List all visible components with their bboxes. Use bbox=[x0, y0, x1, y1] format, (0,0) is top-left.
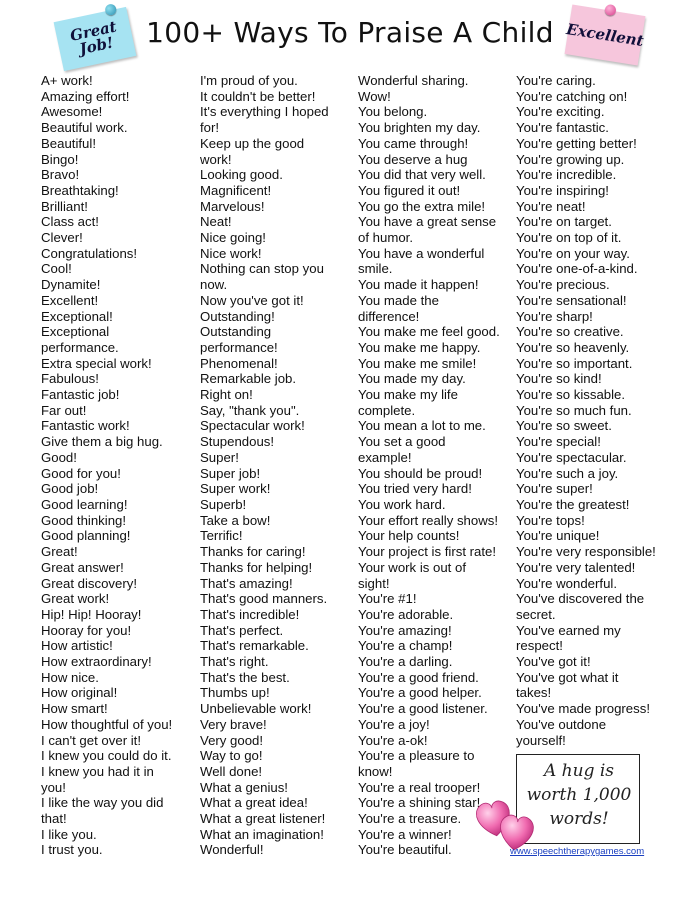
praise-item: It's everything I hoped bbox=[200, 104, 329, 120]
praise-item: What a great idea! bbox=[200, 795, 308, 811]
push-pin-icon bbox=[604, 4, 617, 17]
praise-item: You have a great sense bbox=[358, 214, 497, 230]
praise-item: That's incredible! bbox=[200, 606, 300, 622]
praise-item: Fabulous! bbox=[41, 371, 99, 387]
praise-item: You're a treasure. bbox=[358, 811, 462, 827]
praise-item: Your help counts! bbox=[358, 528, 460, 544]
praise-item: Fantastic work! bbox=[41, 418, 130, 434]
praise-item: You're very responsible! bbox=[516, 544, 656, 560]
praise-item: Neat! bbox=[200, 214, 232, 230]
praise-item: You're a joy! bbox=[358, 716, 430, 732]
praise-item: You mean a lot to me. bbox=[358, 418, 486, 434]
praise-item: You're sensational! bbox=[516, 292, 627, 308]
praise-item: What an imagination! bbox=[200, 826, 324, 842]
praise-item: You made the bbox=[358, 292, 439, 308]
praise-item: I trust you. bbox=[41, 842, 103, 858]
praise-item: Your effort really shows! bbox=[358, 512, 499, 528]
praise-item: You're a good helper. bbox=[358, 685, 482, 701]
hug-quote-line-2: worth 1,000 bbox=[526, 785, 632, 805]
praise-item: performance! bbox=[200, 339, 278, 355]
praise-item: Say, "thank you". bbox=[200, 402, 300, 418]
praise-column-1 bbox=[41, 73, 172, 858]
praise-item: Hooray for you! bbox=[41, 622, 132, 638]
praise-item: You've discovered the bbox=[516, 591, 645, 607]
praise-item: Great! bbox=[41, 544, 78, 560]
praise-item: You made it happen! bbox=[358, 277, 479, 293]
praise-item: Beautiful! bbox=[41, 135, 96, 151]
praise-item: You're so heavenly. bbox=[516, 339, 630, 355]
praise-item: Beautiful work. bbox=[41, 120, 128, 136]
praise-item: Phenomenal! bbox=[200, 355, 278, 371]
praise-item: You work hard. bbox=[358, 496, 446, 512]
praise-item: that! bbox=[41, 811, 67, 827]
praise-item: Right on! bbox=[200, 387, 253, 403]
praise-item: Good planning! bbox=[41, 528, 131, 544]
praise-item: What a genius! bbox=[200, 779, 288, 795]
praise-item: You've outdone bbox=[516, 716, 607, 732]
praise-item: Breathtaking! bbox=[41, 182, 119, 198]
praise-item: You make me happy. bbox=[358, 339, 481, 355]
praise-item: You're on top of it. bbox=[516, 230, 622, 246]
praise-item: You've earned my bbox=[516, 622, 621, 638]
praise-item: You came through! bbox=[358, 135, 469, 151]
praise-item: You're caring. bbox=[516, 73, 596, 88]
praise-item: You're super! bbox=[516, 481, 593, 497]
praise-item: That's amazing! bbox=[200, 575, 293, 591]
praise-item: You brighten my day. bbox=[358, 120, 481, 136]
praise-item: I'm proud of you. bbox=[200, 73, 298, 88]
praise-item: Clever! bbox=[41, 230, 83, 246]
praise-item: You make me smile! bbox=[358, 355, 477, 371]
praise-item: Now you've got it! bbox=[200, 292, 304, 308]
praise-item: You're on your way. bbox=[516, 245, 630, 261]
praise-item: You set a good bbox=[358, 434, 446, 450]
praise-item: Outstanding! bbox=[200, 308, 275, 324]
praise-item: Super! bbox=[200, 449, 239, 465]
praise-item: Super work! bbox=[200, 481, 271, 497]
praise-item: You're fantastic. bbox=[516, 120, 609, 136]
praise-item: You've got it! bbox=[516, 654, 591, 670]
praise-item: You're beautiful. bbox=[358, 842, 452, 858]
praise-item: It couldn't be better! bbox=[200, 88, 316, 104]
praise-item: You're spectacular. bbox=[516, 449, 627, 465]
praise-item: You're adorable. bbox=[358, 606, 454, 622]
praise-item: You're a good friend. bbox=[358, 669, 479, 685]
praise-item: You're neat! bbox=[516, 198, 586, 214]
praise-item: complete. bbox=[358, 402, 416, 418]
praise-item: I like you. bbox=[41, 826, 97, 842]
praise-item: Remarkable job. bbox=[200, 371, 297, 387]
praise-item: of humor. bbox=[358, 230, 413, 246]
praise-item: How artistic! bbox=[41, 638, 113, 654]
praise-item: Thanks for caring! bbox=[200, 544, 306, 560]
praise-item: I knew you could do it. bbox=[41, 748, 172, 764]
praise-item: Extra special work! bbox=[41, 355, 152, 371]
praise-item: You're on target. bbox=[516, 214, 612, 230]
praise-item: You're so creative. bbox=[516, 324, 624, 340]
hearts-icon bbox=[472, 792, 542, 854]
praise-item: you! bbox=[41, 779, 66, 795]
hug-quote-line-3: words! bbox=[549, 809, 609, 829]
praise-item: Stupendous! bbox=[200, 434, 275, 450]
praise-item: Good! bbox=[41, 449, 77, 465]
praise-item: Nothing can stop you bbox=[200, 261, 324, 277]
hug-quote-line-1: A hug is bbox=[543, 761, 615, 781]
praise-item: work! bbox=[200, 151, 232, 167]
praise-item: You're a real trooper! bbox=[358, 779, 481, 795]
praise-item: Outstanding bbox=[200, 324, 272, 340]
praise-item: A+ work! bbox=[41, 73, 93, 88]
praise-item: You're the greatest! bbox=[516, 496, 630, 512]
praise-item: You're so kissable. bbox=[516, 387, 626, 403]
praise-item: Good job! bbox=[41, 481, 99, 497]
praise-item: You're a pleasure to bbox=[358, 748, 475, 764]
praise-item: Fantastic job! bbox=[41, 387, 120, 403]
praise-item: You should be proud! bbox=[358, 465, 483, 481]
praise-item: You're a champ! bbox=[358, 638, 453, 654]
praise-item: Nice going! bbox=[200, 230, 266, 246]
praise-item: You're inspiring! bbox=[516, 182, 609, 198]
praise-item: You made my day. bbox=[358, 371, 466, 387]
praise-item: Excellent! bbox=[41, 292, 99, 308]
praise-item: You're so sweet. bbox=[516, 418, 612, 434]
praise-item: performance. bbox=[41, 339, 119, 355]
page-title: 100+ Ways To Praise A Child bbox=[146, 16, 554, 49]
excellent-note-text: Excellent bbox=[565, 19, 645, 50]
praise-item: You're amazing! bbox=[358, 622, 452, 638]
praise-item: Your project is first rate! bbox=[358, 544, 497, 560]
praise-item: takes! bbox=[516, 685, 552, 701]
praise-item: You're so important. bbox=[516, 355, 633, 371]
praise-item: You're a good listener. bbox=[358, 701, 488, 717]
praise-item: Awesome! bbox=[41, 104, 103, 120]
praise-item: That's perfect. bbox=[200, 622, 284, 638]
praise-item: How nice. bbox=[41, 669, 99, 685]
praise-item: You're such a joy. bbox=[516, 465, 619, 481]
praise-item: You're getting better! bbox=[516, 135, 637, 151]
praise-item: Looking good. bbox=[200, 167, 283, 183]
praise-item: Super job! bbox=[200, 465, 261, 481]
praise-item: Great work! bbox=[41, 591, 110, 607]
praise-item: Bravo! bbox=[41, 167, 80, 183]
praise-item: know! bbox=[358, 763, 393, 779]
praise-item: sight! bbox=[358, 575, 390, 591]
praise-item: How smart! bbox=[41, 701, 108, 717]
praise-item: Keep up the good bbox=[200, 135, 305, 151]
praise-item: Very brave! bbox=[200, 716, 267, 732]
praise-item: Take a bow! bbox=[200, 512, 271, 528]
praise-item: You figured it out! bbox=[358, 182, 461, 198]
praise-item: Nice work! bbox=[200, 245, 262, 261]
praise-item: Brilliant! bbox=[41, 198, 88, 214]
praise-item: You're one-of-a-kind. bbox=[516, 261, 638, 277]
praise-item: Congratulations! bbox=[41, 245, 138, 261]
praise-item: respect! bbox=[516, 638, 563, 654]
praise-item: now. bbox=[200, 277, 228, 293]
praise-item: Bingo! bbox=[41, 151, 79, 167]
praise-item: Good for you! bbox=[41, 465, 121, 481]
praise-item: How extraordinary! bbox=[41, 654, 152, 670]
praise-item: You're incredible. bbox=[516, 167, 617, 183]
praise-column-2 bbox=[200, 73, 329, 858]
praise-item: Terrific! bbox=[200, 528, 243, 544]
praise-item: You did that very well. bbox=[358, 167, 486, 183]
praise-item: Magnificent! bbox=[200, 182, 272, 198]
praise-item: for! bbox=[200, 120, 220, 136]
praise-item: You're sharp! bbox=[516, 308, 593, 324]
praise-item: You've made progress! bbox=[516, 701, 650, 717]
praise-item: Class act! bbox=[41, 214, 99, 230]
praise-item: Far out! bbox=[41, 402, 87, 418]
praise-item: I knew you had it in bbox=[41, 763, 154, 779]
praise-item: Thumbs up! bbox=[200, 685, 270, 701]
praise-item: You're tops! bbox=[516, 512, 585, 528]
praise-item: What a great listener! bbox=[200, 811, 326, 827]
praise-item: You're #1! bbox=[358, 591, 417, 607]
praise-item: Great answer! bbox=[41, 559, 124, 575]
praise-item: smile. bbox=[358, 261, 393, 277]
praise-item: That's good manners. bbox=[200, 591, 328, 607]
praise-column-4 bbox=[516, 73, 656, 748]
praise-item: Marvelous! bbox=[200, 198, 265, 214]
praise-item: How thoughtful of you! bbox=[41, 716, 173, 732]
praise-item: Thanks for helping! bbox=[200, 559, 313, 575]
praise-item: You're wonderful. bbox=[516, 575, 618, 591]
praise-item: You're very talented! bbox=[516, 559, 636, 575]
praise-item: Amazing effort! bbox=[41, 88, 130, 104]
praise-item: Wonderful sharing. bbox=[358, 73, 469, 88]
praise-item: You're special! bbox=[516, 434, 601, 450]
praise-item: You're catching on! bbox=[516, 88, 628, 104]
praise-item: Great discovery! bbox=[41, 575, 138, 591]
praise-item: You have a wonderful bbox=[358, 245, 485, 261]
website-link[interactable]: www.speechtherapygames.com bbox=[510, 846, 645, 857]
praise-item: I like the way you did bbox=[41, 795, 164, 811]
praise-item: yourself! bbox=[516, 732, 566, 748]
praise-item: Wonderful! bbox=[200, 842, 264, 858]
praise-item: That's right. bbox=[200, 654, 269, 670]
praise-item: You go the extra mile! bbox=[358, 198, 486, 214]
praise-item: You deserve a hug bbox=[358, 151, 468, 167]
praise-item: You're growing up. bbox=[516, 151, 625, 167]
praise-item: I can't get over it! bbox=[41, 732, 142, 748]
praise-item: secret. bbox=[516, 606, 556, 622]
praise-item: Good thinking! bbox=[41, 512, 127, 528]
praise-item: You're a darling. bbox=[358, 654, 453, 670]
praise-item: Cool! bbox=[41, 261, 72, 277]
praise-item: example! bbox=[358, 449, 412, 465]
praise-item: You're exciting. bbox=[516, 104, 605, 120]
praise-item: You belong. bbox=[358, 104, 428, 120]
praise-item: difference! bbox=[358, 308, 420, 324]
praise-item: Hip! Hip! Hooray! bbox=[41, 606, 142, 622]
praise-item: You're a-ok! bbox=[358, 732, 428, 748]
praise-item: You tried very hard! bbox=[358, 481, 472, 497]
praise-item: That's the best. bbox=[200, 669, 290, 685]
praise-item: Exceptional bbox=[41, 324, 110, 340]
praise-item: How original! bbox=[41, 685, 118, 701]
praise-item: Exceptional! bbox=[41, 308, 113, 324]
praise-item: You're a winner! bbox=[358, 826, 452, 842]
great-job-note-text: Great Job! bbox=[68, 17, 119, 59]
praise-item: Well done! bbox=[200, 763, 263, 779]
praise-item: Spectacular work! bbox=[200, 418, 305, 434]
praise-item: Good learning! bbox=[41, 496, 128, 512]
praise-item: You make me feel good. bbox=[358, 324, 500, 340]
praise-item: Way to go! bbox=[200, 748, 263, 764]
praise-item: Very good! bbox=[200, 732, 264, 748]
praise-item: Give them a big hug. bbox=[41, 434, 163, 450]
praise-item: Your work is out of bbox=[358, 559, 466, 575]
excellent-sticky-note bbox=[565, 5, 646, 66]
praise-item: You're so much fun. bbox=[516, 402, 632, 418]
praise-item: You're a shining star! bbox=[358, 795, 481, 811]
praise-item: Dynamite! bbox=[41, 277, 101, 293]
praise-item: That's remarkable. bbox=[200, 638, 309, 654]
praise-item: Superb! bbox=[200, 496, 247, 512]
praise-item: You're so kind! bbox=[516, 371, 602, 387]
praise-item: You make my life bbox=[358, 387, 458, 403]
praise-item: You're unique! bbox=[516, 528, 600, 544]
praise-item: Wow! bbox=[358, 88, 391, 104]
praise-item: You've got what it bbox=[516, 669, 619, 685]
praise-item: You're precious. bbox=[516, 277, 610, 293]
praise-item: Unbelievable work! bbox=[200, 701, 312, 717]
praise-column-3 bbox=[358, 73, 500, 858]
